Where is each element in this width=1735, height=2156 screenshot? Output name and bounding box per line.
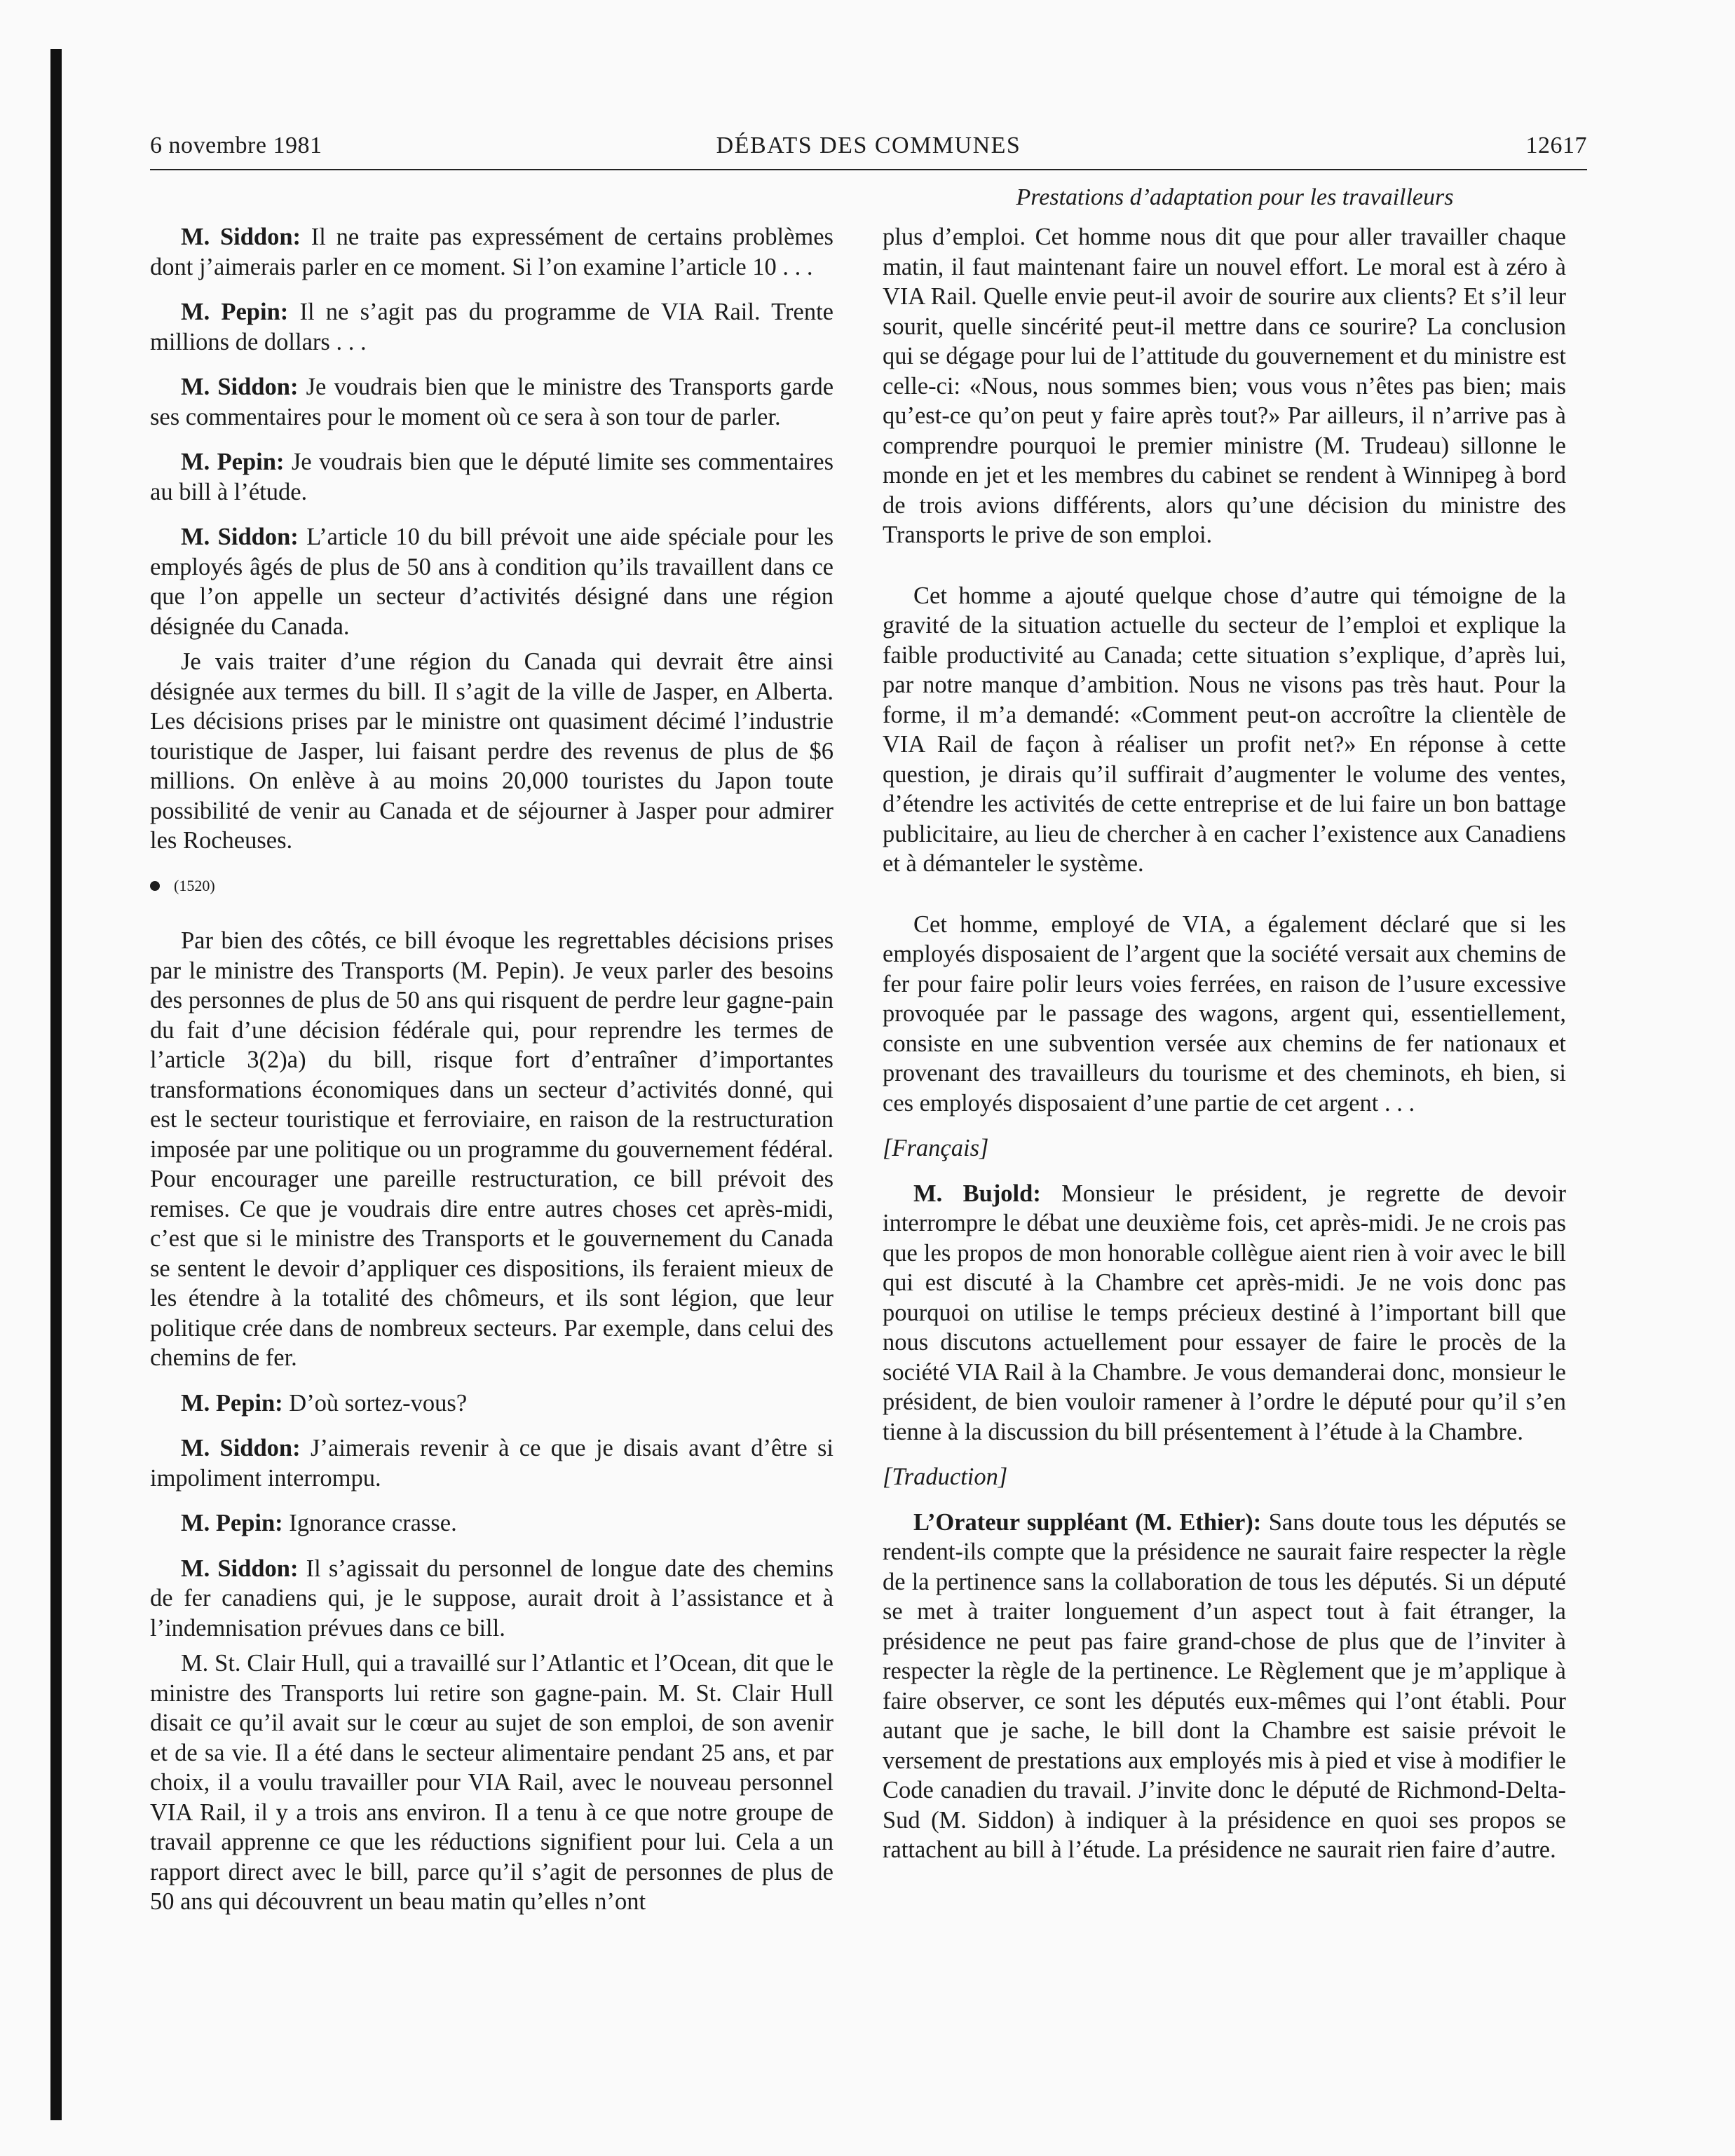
paragraph: Je vais traiter d’une région du Canada qui devrait être ainsi désignée aux termes du bill. Il s’agit de la ville de Jasper, en Alberta. Les décisions prises par le ministre ont quasiment décimé l’industrie touristique de Jasper, lui faisant perdre des revenus de plus de $6 millions. On enlève à au moins 20,000 touristes du Japon toute possibilité de venir au Canada et de séjourner à Jasper pour admirer les Rocheuses.	[150, 648, 834, 854]
paragraph: Cet homme a ajouté quelque chose d’autre qui témoigne de la gravité de la situation actuelle du secteur de l’emploi et explique la faible productivité au Canada; cette situation s’explique, d’après lui, par notre manque d’ambition. Nous ne visons pas très haut. Pour la forme, il m’a demandé: «Comment peut-on accroître la clientèle de VIA Rail de façon à réaliser un profit net?» En réponse à cette question, je dirais qu’il suffirait d’augmenter le volume des ventes, d’étendre les activités de cette entreprise et de lui faire un bon battage publicitaire, au lieu de chercher à en cacher l’existence aux Canadiens et à démanteler le système.	[883, 582, 1566, 877]
header-page-number: 12617	[1525, 132, 1587, 158]
speech-text: Il ne s’agit pas du programme de VIA Rail. Trente millions de dollars . . .	[150, 299, 834, 355]
paragraph: Par bien des côtés, ce bill évoque les regrettables décisions prises par le ministre des Transports (M. Pepin). Je veux parler des besoins des personnes de plus de 50 ans qui risquent de perdre leur gagne-pain du fait d’une décision fédérale qui, pour reprendre les termes de l’article 3(2)a) du bill, risque fort d’entraîner d’importantes transformations économiques dans un secteur d’activités donné, qui est le secteur touristique et ferroviaire, en raison de la restructuration imposée par une politique ou un programme du gouvernement fédéral. Pour encourager une pareille restructuration, ce bill prévoit des remises. Ce que je voudrais dire entre autres choses cet après-midi, c’est que si le ministre des Transports et le gouvernement du Canada se sentent le devoir d’appliquer ces dispositions, ils feraient mieux de les étendre à la totalité des chômeurs, et ils sont légion, que leur politique crée dans de nombreux secteurs. Par exemple, dans celui des chemins de fer.	[150, 927, 834, 1371]
speaker-name: M. Bujold:	[913, 1180, 1041, 1207]
speech-text: Je voudrais bien que le député limite ses commentaires au bill à l’étude.	[150, 449, 834, 505]
speech-text: Il ne traite pas expressément de certains problèmes dont j’aimerais parler en ce moment. Si l’on examine l’article 10 . . .	[150, 224, 834, 280]
paragraph: Cet homme, employé de VIA, a également déclaré que si les employés disposaient de l’argent que la société versait aux chemins de fer pour faire polir leurs voies ferrées, en raison de l’usure excessive provoquée par le passage des wagons, argent qui, essentiellement, consiste en une subvention versée aux chemins de fer nationaux et provenant des travailleurs du tourisme et des cheminots, eh bien, si ces employés disposaient d’une partie de cet argent . . .	[883, 910, 1566, 1117]
paragraph	[883, 1508, 1566, 1865]
speaker-name: M. Siddon:	[181, 1555, 299, 1582]
time-marker	[150, 871, 834, 901]
time-marker-text: (1520)	[174, 876, 215, 894]
speaker-name: M. Siddon:	[181, 524, 299, 550]
paragraph	[150, 222, 834, 282]
running-header	[150, 130, 1587, 170]
right-column	[883, 222, 1566, 1881]
speech-text: L’article 10 du bill prévoit une aide spéciale pour les employés âgés de plus de 50 ans à condition qu’ils travaillent dans ce que l’on appelle un secteur d’activités désigné dans une région désignée du Canada.	[150, 524, 834, 640]
speaker-name: M. Pepin:	[181, 1389, 283, 1417]
speaker-name: M. Siddon:	[181, 1435, 301, 1461]
speaker-name: M. Pepin:	[181, 299, 289, 325]
speech-text: J’aimerais revenir à ce que je disais avant d’être si impoliment interrompu.	[150, 1435, 834, 1492]
document-page	[150, 130, 1587, 1915]
paragraph: M. St. Clair Hull, qui a travaillé sur l’Atlantic et l’Ocean, dit que le ministre des Transports lui retire son gagne-pain. M. St. Clair Hull disait ce qu’il avait sur le cœur au sujet de son emploi, de son avenir et de sa vie. Il a été dans le secteur alimentaire pendant 25 ans, et par choix, il a voulu travailler pour VIA Rail, avec le nouveau personnel VIA Rail, il y a trois ans environ. Il a tenu à ce que notre groupe de travail apprenne ce que les réductions signifient pour lui. Cela a un rapport direct avec le bill, parce qu’il s’agit de personnes de plus de 50 ans qui découvrent un beau matin qu’elles n’ont	[150, 1650, 834, 1915]
left-column	[150, 222, 834, 1932]
language-marker: [Français]	[883, 1135, 989, 1161]
scan-edge-bar	[50, 49, 62, 2120]
speaker-name: L’Orateur suppléant (M. Ethier):	[913, 1508, 1262, 1536]
speech-text: Ignorance crasse.	[283, 1510, 457, 1536]
paragraph: plus d’emploi. Cet homme nous dit que pour aller travailler chaque matin, il faut maintenant faire un nouvel effort. Le moral est à zéro à VIA Rail. Quelle envie peut-il avoir de sourire aux clients? Et s’il leur sourit, quelle sincérité peut-il mettre dans ce sourire? La conclusion qui se dégage pour lui de l’attitude du gouvernement et du ministre est celle-ci: «Nous, nous sommes bien; vous vous n’êtes pas bien; mais qu’est-ce qu’on peut y faire après tout?» Par ailleurs, il n’arrive pas à comprendre pourquoi le premier ministre (M. Trudeau) sillonne le monde en jet et les membres du cabinet se rendent à Winnipeg à bord de trois avions différents, alors qu’une décision du ministre des Transports le prive de son emploi.	[883, 224, 1566, 548]
language-marker: [Traduction]	[883, 1464, 1008, 1490]
speaker-name: M. Pepin:	[181, 449, 285, 475]
paragraph	[150, 297, 834, 357]
speech-text: Il s’agissait du personnel de longue date des chemins de fer canadiens qui, je le suppose, aurait droit à l’assistance et à l’indemnisation prévues dans ce bill.	[150, 1555, 834, 1642]
paragraph	[150, 522, 834, 641]
paragraph	[150, 1389, 834, 1419]
speech-text: D’où sortez-vous?	[283, 1389, 468, 1417]
speaker-name: M. Siddon:	[181, 374, 299, 400]
section-subheader: Prestations d’adaptation pour les travailleurs	[1016, 184, 1454, 210]
paragraph	[150, 447, 834, 507]
paragraph	[150, 372, 834, 432]
speaker-name: M. Siddon:	[181, 224, 301, 250]
speech-text: Sans doute tous les députés se rendent-ils compte que la présidence ne saurait faire respecter la règle de la pertinence sans la collaboration de tous les députés. Si un député se met à traiter longuement d’un aspect tout à fait étranger, la présidence ne peut pas faire grand-chose de plus que de l’inviter à respecter la règle de la pertinence. Le Règlement que je m’applique à faire observer, ce sont les députés eux-mêmes qui l’ont établi. Pour autant que je sache, le bill dont la Chambre est saisie prévoit le versement de prestations aux employés mis à pied et vise à modifier le Code canadien du travail. J’invite donc le député de Richmond-Delta-Sud (M. Siddon) à indiquer à la présidence en quoi ses propos se rattachent au bill à l’étude. La présidence ne saurait rien faire d’autre.	[883, 1508, 1566, 1863]
paragraph	[883, 1179, 1566, 1447]
header-title: DÉBATS DES COMMUNES	[716, 132, 1021, 158]
speech-text: Je voudrais bien que le ministre des Transports garde ses commentaires pour le moment où ce sera à son tour de parler.	[150, 374, 834, 430]
speech-text: Monsieur le président, je regrette de devoir interrompre le débat une deuxième fois, cet après-midi. Je ne crois pas que les propos de mon honorable collègue aient rien à voir avec le bill qui est discuté à la Chambre cet après-midi. Je ne vois donc pas pourquoi on utilise le temps précieux destiné à l’important bill que nous discutons actuellement pour essayer de faire le procès de la société VIA Rail à la Chambre. Je vous demanderai donc, monsieur le président, de bien vouloir ramener à l’ordre le député pour qu’il s’en tienne à la discussion du bill présentement à l’étude à la Chambre.	[883, 1180, 1567, 1445]
paragraph	[150, 1554, 834, 1644]
paragraph	[150, 1433, 834, 1493]
bullet-icon	[150, 881, 160, 891]
paragraph	[150, 1508, 834, 1538]
header-date: 6 novembre 1981	[150, 132, 322, 158]
speaker-name: M. Pepin:	[181, 1510, 283, 1536]
